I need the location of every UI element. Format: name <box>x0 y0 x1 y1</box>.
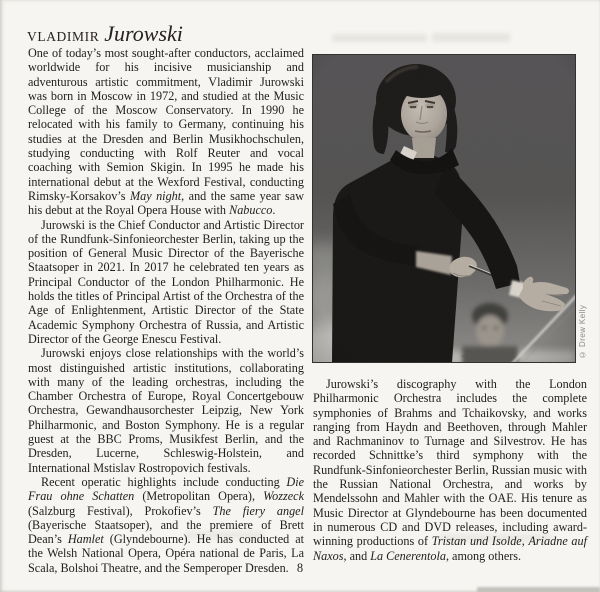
conductor-photo <box>312 54 576 363</box>
artist-last-name: Jurowski <box>104 21 183 46</box>
biography-column-right <box>313 377 587 563</box>
discography-paragraph: Jurowski’s discography with the London Philharmonic Orchestra includes the complete symphonies of Brahms and Tchaikovsky, and works ranging from Haydn and Beethoven, through Mahler and Rachmaninov to Turnage and Silvestrov. He has recorded Schnittke’s third symphony with the Rundfunk-Sinfonieorchester Berlin, Russian music with the Russian National Orchestra, and works by Mendelssohn and Mahler with the OAE. His tenure as Music Director at Glyndebourne has been documented in numerous CD and DVD releases, including award-winning productions of Tristan und Isolde, Ariadne auf Naxos, and La Cenerentola, among others. <box>313 377 587 563</box>
photo-credit: © Drew Kelly <box>578 304 587 360</box>
page-number: 8 <box>296 561 304 575</box>
print-bleedthrough <box>432 33 510 42</box>
conductor-photo-graphic <box>312 54 576 363</box>
artist-first-name: VLADIMIR <box>27 29 100 44</box>
bio-paragraph-2: Jurowski is the Chief Conductor and Artistic Director of the Rundfunk-Sinfonieorchester Berlin, taking up the position of General Music Director of the Bayerische Staatsoper in 2021. In 2017 he celebrated ten years as Principal Conductor of the London Philharmonic. He holds the titles of Principal Artist of the Orchestra of the Age of Enlightenment, Artistic Director of the State Academic Symphony Orchestra of Russia, and Artistic Director of the George Enescu Festival. <box>28 217 304 346</box>
biography-column-left <box>28 46 304 575</box>
bio-paragraph-3: Jurowski enjoys close relationships with the world’s most distinguished artistic institutions, collaborating with many of the leading orchestras, including the Chamber Orchestra of Europe, Royal Concertgebouw Orchestra, Gewandhausorchester Leipzig, New York Philharmonic, and Boston Symphony. He is a regular guest at the BBC Proms, Musikfest Berlin, and the Dresden, Lucerne, Schleswig-Holstein, and International Mstislav Rostropovich festivals. <box>28 346 304 475</box>
bio-paragraph-1: One of today’s most sought-after conductors, acclaimed worldwide for his incisive musicianship and adventurous artistic commitment, Vladimir Jurowski was born in Moscow in 1972, and studied at the Music College of the Moscow Conservatory. In 1990 he relocated with his family to Germany, continuing his studies at the Dresden and Berlin Musikhochschulen, studying conducting with Rolf Reuter and vocal coaching with Semion Skigin. In 1995 he made his international debut at the Wexford Festival, conducting Rimsky-Korsakov’s May night, and the same year saw his debut at the Royal Opera House with Nabucco. <box>28 46 304 218</box>
scan-edge-artifact <box>477 587 600 592</box>
print-bleedthrough <box>332 34 427 42</box>
film-grain <box>312 54 576 363</box>
bio-paragraph-4: Recent operatic highlights include conducting Die Frau ohne Schatten (Metropolitan Opera), Wozzeck (Salzburg Festival), Prokofiev’s The fiery angel (Bayerische Staatsoper), and the premiere of Brett Dean’s Hamlet (Glyndebourne). He has conducted at the Welsh National Opera, Opéra national de Paris, La Scala, Bolshoi Theatre, and the Semperoper Dresden. <box>28 474 304 575</box>
page-title <box>27 21 183 47</box>
